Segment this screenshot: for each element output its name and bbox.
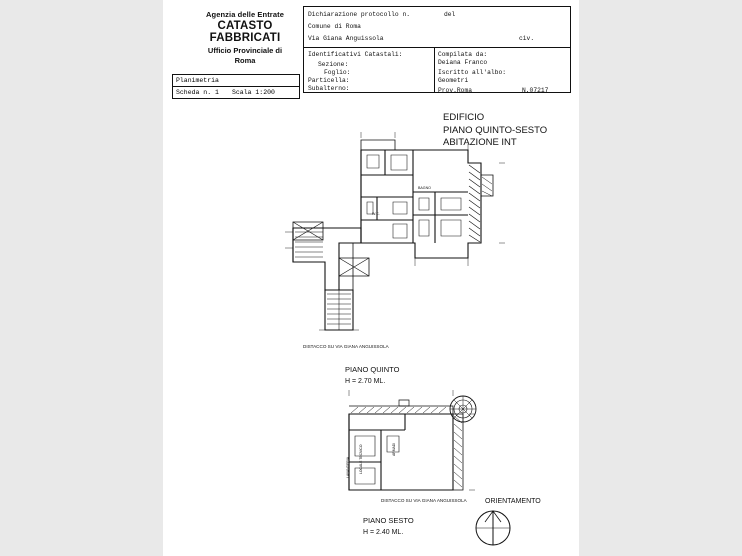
caption-orientamento: ORIENTAMENTO [485,498,541,505]
protocollo-label: Dichiarazione protocollo n. [308,11,411,18]
iscritto-label: Iscritto all'albo: [438,69,507,76]
caption-h-quinto: H = 2.70 ML. [345,378,386,385]
caption-h-sesto: H = 2.40 ML. [363,529,404,536]
planimetry-sheet: Agenzia delle Entrate CATASTO FABBRICATI Ufficio Provinciale di Roma Planimetria Scheda n. 1 Scala 1:200 Dichiarazione protocollo n. del Comune di Roma Via Giana Anguissola civ. Identificativi Catastali: Sezione: Foglio: Particella: Subalterno: Compilata da: Deiana Franco Iscritto all'albo: Geometri Prov.Roma N.07217 EDIFICIO PIANO QUINTO-SESTO ABITAZIONE INT LOCALE TECNICO ARMADI LAVANDERIA W.C. BAGNO DISTACCO SU VIA GIANA ANGUISSOLA PIANO QUINTO H = 2.70 ML. DISTACCO SU VIA GIANA ANGUISSOLA PIANO SESTO H = 2.40 ML. ORIENTAMENTO [163,0,579,556]
particella-label: Particella: [308,77,350,84]
plan-label-wc: W.C. [372,212,380,216]
compilata-nome: Deiana Franco [438,59,488,66]
prov-numero: N.07217 [522,87,549,94]
title-abitazione: ABITAZIONE INT [443,137,517,148]
agency-name: Agenzia delle Entrate [206,10,284,19]
sezione-label: Sezione: [318,61,349,68]
plan-label-bagno: BAGNO [418,186,431,190]
title-edificio: EDIFICIO [443,112,485,123]
identificativi-label: Identificativi Catastali: [308,51,403,58]
iscritto-valore: Geometri [438,77,469,84]
title-piano: PIANO QUINTO-SESTO [443,124,548,136]
floor-plan-drawing [163,0,579,556]
protocollo-del: del [444,11,456,18]
via-value: Via Giana Anguissola [308,35,384,42]
planimetria-label: Planimetria [173,75,299,87]
caption-piano-quinto: PIANO QUINTO [345,365,400,374]
foglio-label: Foglio: [324,69,351,76]
comune-value: Comune di Roma [308,23,361,30]
compilata-label: Compilata da: [438,51,488,58]
office-line-2: Roma [234,56,256,65]
civ-label: civ. [519,35,535,42]
scheda-number: Scheda n. 1 [176,89,219,96]
caption-piano-sesto: PIANO SESTO [363,516,414,525]
subalterno-label: Subalterno: [308,85,350,92]
caption-distacco-sesto: DISTACCO SU VIA GIANA ANGUISSOLA [381,498,467,503]
prov-label: Prov.Roma [438,87,473,94]
caption-distacco-quinto: DISTACCO SU VIA GIANA ANGUISSOLA [303,344,389,349]
document-page [163,0,579,556]
scala-value: Scala 1:200 [232,89,275,96]
office-line-1: Ufficio Provinciale di [207,46,283,55]
catasto-title: CATASTO FABBRICATI [209,20,281,44]
